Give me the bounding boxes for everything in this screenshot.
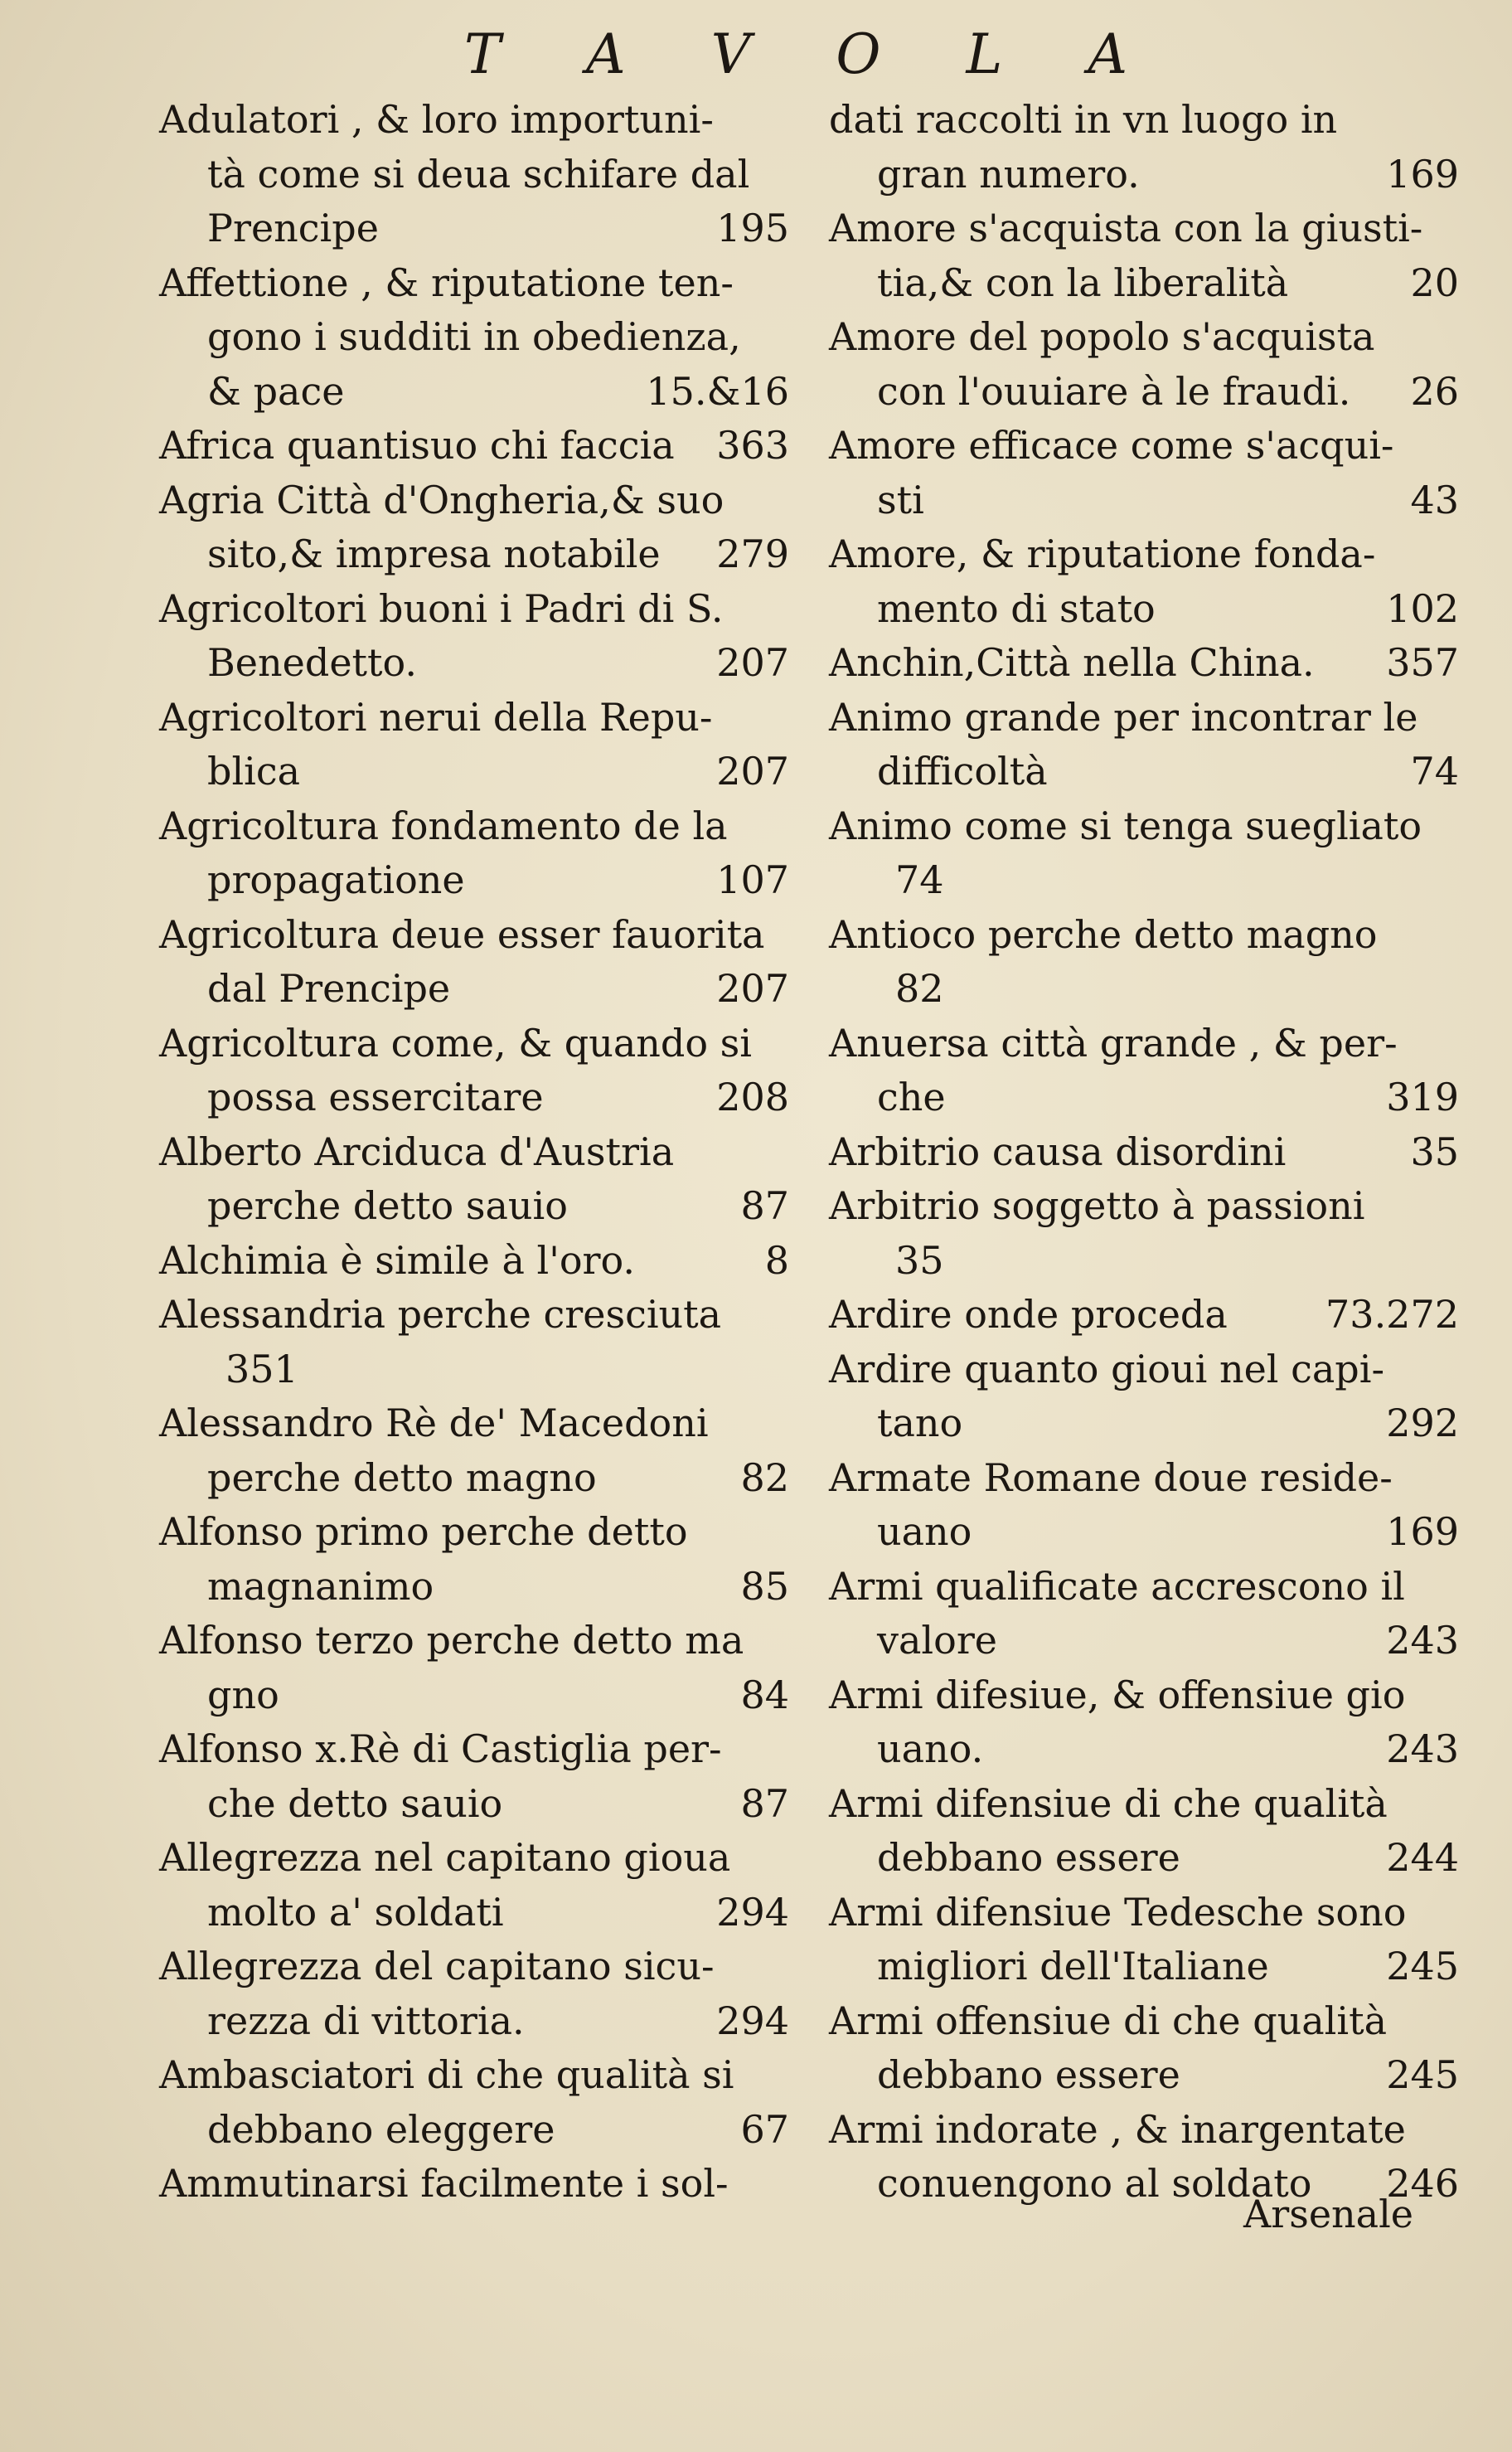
- entry-text: Anuersa città grande , & per-: [829, 1020, 1398, 1066]
- entry-text: Agricoltura fondamento de la: [159, 803, 728, 848]
- index-entry-line: [877, 365, 1459, 420]
- entry-text: Animo grande per incontrar le: [829, 694, 1418, 740]
- entry-text: propagatione: [207, 857, 465, 902]
- index-entry: [829, 527, 1459, 636]
- index-entry-line: [207, 365, 789, 420]
- index-entry-line: [159, 1288, 789, 1343]
- index-entry-line: [829, 1288, 1459, 1343]
- entry-text: Armi difensiue Tedesche sono: [829, 1889, 1407, 1935]
- entry-text: perche detto sauio: [207, 1183, 568, 1228]
- index-entry: [159, 1396, 789, 1505]
- entry-text: Armate Romane doue reside-: [829, 1454, 1393, 1500]
- page-reference: 357: [1386, 640, 1459, 685]
- page-reference: 87: [740, 1780, 789, 1826]
- entry-text: Prencipe: [207, 206, 379, 250]
- index-entry-line: [829, 2103, 1459, 2158]
- index-entry: [159, 1288, 789, 1396]
- entry-text: magnanimo: [207, 1563, 434, 1609]
- index-entry: [829, 419, 1459, 527]
- index-entry-line: [829, 1886, 1459, 1940]
- page-reference: 245: [1386, 1944, 1459, 1988]
- index-entry-line: [877, 582, 1459, 637]
- entry-text: gran numero.: [877, 151, 1140, 197]
- header-letter: L: [966, 22, 1003, 86]
- header-letter: A: [586, 22, 626, 86]
- page-reference: 8: [764, 1237, 789, 1283]
- entry-text: Africa quantisuo chi faccia: [159, 423, 675, 468]
- index-entry-line: [829, 799, 1459, 854]
- entry-text: Amore, & riputatione fonda-: [829, 532, 1376, 576]
- index-entry-line: [207, 636, 789, 691]
- entry-text: possa essercitare: [207, 1075, 544, 1119]
- entry-text: gono i sudditi in obedienza,: [207, 314, 741, 359]
- index-entry-line: [829, 1668, 1459, 1723]
- page-reference: 279: [716, 532, 789, 576]
- entry-text: Animo come si tenga suegliato: [829, 803, 1422, 848]
- index-entry: [159, 1831, 789, 1940]
- index-entry-line: [207, 527, 789, 582]
- index-entry-line: [877, 1722, 1459, 1777]
- index-entry-line: [895, 962, 1459, 1017]
- entry-text: Armi qualificate accrescono il: [829, 1563, 1405, 1609]
- entry-text: Alessandro Rè de' Macedoni: [159, 1401, 709, 1445]
- header-letter: V: [710, 22, 751, 86]
- index-entry-line: [159, 691, 789, 745]
- entry-text: Anchin,Città nella China.: [829, 640, 1315, 685]
- entry-text: Ardire onde proceda: [829, 1292, 1228, 1337]
- page-reference: 246: [1386, 2161, 1459, 2206]
- index-entry-line: [159, 1396, 789, 1451]
- entry-text: migliori dell'Italiane: [877, 1944, 1269, 1988]
- index-entry: [829, 1560, 1459, 1668]
- index-entry: [829, 908, 1459, 1017]
- index-entry-line: [207, 1071, 789, 1125]
- index-entry-line: [159, 1505, 789, 1560]
- page-reference: 292: [1386, 1401, 1459, 1445]
- page-reference: 82: [740, 1454, 789, 1500]
- page-reference: 294: [716, 1889, 789, 1935]
- index-entry-line: [877, 1505, 1459, 1560]
- index-entry-line: [829, 1343, 1459, 1397]
- index-entry: [159, 2157, 789, 2212]
- index-entry-line: [207, 2103, 789, 2158]
- index-entry-line: [829, 1017, 1459, 1071]
- index-entry: [829, 93, 1459, 202]
- index-entry-line: [877, 148, 1459, 202]
- index-entry-line: [207, 745, 789, 799]
- page-reference: 73.272: [1325, 1292, 1459, 1337]
- page-reference: 43: [1410, 477, 1459, 522]
- index-entry-line: [895, 853, 1459, 908]
- header-letter: T: [464, 22, 502, 86]
- page-reference: 26: [1410, 368, 1459, 414]
- index-entry-line: [829, 1179, 1459, 1234]
- page-reference: 82: [895, 966, 944, 1011]
- entry-text: Agricoltura come, & quando si: [159, 1020, 752, 1066]
- index-entry: [159, 1234, 789, 1289]
- entry-text: Amore del popolo s'acquista: [829, 314, 1375, 359]
- index-entry-line: [829, 1994, 1459, 2049]
- entry-text: Arbitrio causa disordini: [829, 1129, 1287, 1174]
- index-entry: [159, 1125, 789, 1234]
- index-entry-line: [159, 1940, 789, 1994]
- index-entry-line: [877, 1831, 1459, 1886]
- page-reference: 245: [1386, 2052, 1459, 2097]
- index-entry-line: [207, 1179, 789, 1234]
- index-entry-line: [159, 1831, 789, 1886]
- page-reference: 35: [1410, 1129, 1459, 1174]
- entry-text: conuengono al soldato: [877, 2161, 1312, 2206]
- index-entry: [159, 1505, 789, 1614]
- index-entry: [829, 1017, 1459, 1125]
- entry-text: Agricoltori buoni i Padri di S.: [159, 585, 724, 631]
- entry-text: debbano eleggere: [207, 2106, 555, 2152]
- index-entry-line: [159, 473, 789, 528]
- entry-text: sito,& impresa notabile: [207, 532, 661, 576]
- entry-text: Agricoltura deue esser fauorita: [159, 911, 765, 957]
- index-entry-line: [207, 310, 789, 365]
- index-entry: [159, 908, 789, 1017]
- entry-text: molto a' soldati: [207, 1889, 504, 1935]
- index-entry-line: [829, 93, 1459, 148]
- index-entry-line: [159, 1125, 789, 1180]
- index-entry: [159, 799, 789, 908]
- entry-text: Alberto Arciduca d'Austria: [159, 1129, 675, 1174]
- index-entry: [829, 1668, 1459, 1777]
- entry-text: tà come si deua schifare dal: [207, 151, 750, 197]
- index-entry-line: [159, 2157, 789, 2212]
- index-entry-line: [829, 1125, 1459, 1180]
- entry-text: Allegrezza nel capitano gioua: [159, 1835, 731, 1880]
- index-entry-line: [225, 1343, 789, 1397]
- entry-text: con l'ouuiare à le fraudi.: [877, 368, 1351, 414]
- entry-text: che detto sauio: [207, 1780, 503, 1826]
- entry-text: rezza di vittoria.: [207, 1998, 525, 2043]
- entry-text: tia,& con la liberalità: [877, 260, 1289, 305]
- index-entry: [829, 1125, 1459, 1180]
- entry-text: sti: [877, 477, 924, 522]
- index-entry: [829, 310, 1459, 419]
- index-column-left: [159, 93, 789, 2212]
- index-entry-line: [829, 636, 1459, 691]
- entry-text: Ammutinarsi facilmente i sol-: [159, 2161, 729, 2206]
- entry-text: Adulatori , & loro importuni-: [159, 97, 714, 142]
- index-entry: [829, 202, 1459, 310]
- entry-text: Alessandria perche cresciuta: [159, 1292, 722, 1337]
- index-entry: [159, 1614, 789, 1722]
- index-entry: [829, 691, 1459, 799]
- entry-text: Benedetto.: [207, 640, 418, 685]
- entry-text: Alfonso primo perche detto: [159, 1509, 688, 1554]
- index-entry-line: [829, 691, 1459, 745]
- page-reference: 294: [716, 1998, 789, 2043]
- entry-text: Ambasciatori di che qualità si: [159, 2052, 734, 2097]
- page-reference: 207: [716, 640, 789, 685]
- index-entry: [829, 799, 1459, 908]
- entry-text: Arbitrio soggetto à passioni: [829, 1183, 1365, 1228]
- index-entry-line: [877, 473, 1459, 528]
- index-entry-line: [159, 1614, 789, 1668]
- entry-text: Amore efficace come s'acqui-: [829, 423, 1394, 468]
- index-entry-line: [877, 1396, 1459, 1451]
- entry-text: mento di stato: [877, 585, 1156, 631]
- index-entry-line: [159, 2048, 789, 2103]
- index-entry-line: [829, 419, 1459, 473]
- page-reference: 351: [225, 1346, 298, 1391]
- entry-text: Armi offensiue di che qualità: [829, 1998, 1388, 2043]
- index-entry-line: [207, 1886, 789, 1940]
- index-entry: [829, 1288, 1459, 1343]
- page-reference: 35: [895, 1237, 944, 1283]
- index-entry-line: [207, 202, 789, 256]
- entry-text: perche detto magno: [207, 1454, 597, 1500]
- index-entry-line: [829, 310, 1459, 365]
- entry-text: & pace: [207, 368, 345, 414]
- index-entry-line: [877, 1940, 1459, 1994]
- entry-text: che: [877, 1075, 946, 1119]
- index-entry-line: [207, 853, 789, 908]
- index-entry: [159, 1940, 789, 2048]
- entry-text: Armi difesiue, & offensiue gio: [829, 1672, 1406, 1717]
- page-reference: 244: [1386, 1835, 1459, 1880]
- entry-text: Agricoltori nerui della Repu-: [159, 694, 713, 740]
- entry-text: debbano essere: [877, 1835, 1180, 1880]
- index-entry-line: [159, 799, 789, 854]
- index-entry-line: [829, 527, 1459, 582]
- index-entry-line: [207, 1668, 789, 1723]
- page-reference: 169: [1386, 1509, 1459, 1554]
- index-entry: [829, 636, 1459, 691]
- entry-text: Agria Città d'Ongheria,& suo: [159, 477, 724, 522]
- entry-text: uano.: [877, 1726, 984, 1771]
- index-entry-line: [829, 1560, 1459, 1614]
- index-entry: [829, 1994, 1459, 2103]
- index-entry: [829, 1343, 1459, 1451]
- index-entry-line: [159, 256, 789, 311]
- page-reference: 207: [716, 966, 789, 1011]
- page-reference: 15.&16: [646, 368, 789, 414]
- page-reference: 207: [716, 749, 789, 794]
- entry-text: difficoltà: [877, 749, 1048, 794]
- index-entry: [159, 419, 789, 473]
- index-entry: [159, 2048, 789, 2157]
- index-entry: [829, 1777, 1459, 1886]
- index-entry-line: [829, 1451, 1459, 1506]
- index-entry-line: [877, 2048, 1459, 2103]
- page-reference: 107: [716, 857, 789, 902]
- entry-text: Affettione , & riputatione ten-: [159, 260, 734, 305]
- index-entry-line: [207, 148, 789, 202]
- index-entry: [159, 1017, 789, 1125]
- index-entry-line: [207, 962, 789, 1017]
- index-entry-line: [829, 202, 1459, 256]
- index-entry-line: [159, 93, 789, 148]
- index-entry-line: [159, 419, 789, 473]
- page-reference: 67: [740, 2106, 789, 2152]
- page-reference: 74: [1410, 749, 1459, 794]
- entry-text: Antioco perche detto magno: [829, 911, 1378, 957]
- index-entry-line: [159, 1234, 789, 1289]
- index-entry-line: [877, 745, 1459, 799]
- entry-text: Allegrezza del capitano sicu-: [159, 1944, 715, 1988]
- index-entry: [829, 1886, 1459, 1994]
- catchword: Arsenale: [1243, 2192, 1414, 2236]
- page-reference: 208: [716, 1075, 789, 1119]
- index-entry-line: [159, 582, 789, 637]
- index-entry-line: [895, 1234, 1459, 1289]
- entry-text: blica: [207, 749, 301, 794]
- entry-text: Armi difensiue di che qualità: [829, 1780, 1388, 1826]
- entry-text: Armi indorate , & inargentate: [829, 2106, 1406, 2152]
- index-entry-line: [207, 1451, 789, 1506]
- index-entry: [829, 1179, 1459, 1288]
- index-entry: [159, 473, 789, 582]
- page-reference: 243: [1386, 1726, 1459, 1771]
- entry-text: gno: [207, 1672, 279, 1717]
- entry-text: Alfonso terzo perche detto ma: [159, 1618, 744, 1663]
- index-entry: [159, 1722, 789, 1831]
- entry-text: dal Prencipe: [207, 966, 451, 1011]
- page-reference: 74: [895, 857, 944, 902]
- index-entry-line: [159, 1722, 789, 1777]
- index-entry-line: [207, 1994, 789, 2049]
- entry-text: Alfonso x.Rè di Castiglia per-: [159, 1726, 722, 1771]
- entry-text: Amore s'acquista con la giusti-: [829, 206, 1423, 250]
- index-entry-line: [159, 908, 789, 963]
- header-letter: A: [1088, 22, 1127, 86]
- index-entry: [159, 256, 789, 420]
- index-entry: [159, 582, 789, 691]
- page-reference: 243: [1386, 1618, 1459, 1663]
- index-entry-line: [877, 256, 1459, 311]
- page-reference: 169: [1386, 151, 1459, 197]
- index-entry-line: [207, 1777, 789, 1832]
- page-reference: 87: [740, 1183, 789, 1228]
- index-column-right: [829, 93, 1459, 2212]
- index-entry-line: [207, 1560, 789, 1614]
- page-reference: 20: [1410, 260, 1459, 305]
- page-reference: 84: [740, 1672, 789, 1717]
- page-reference: 102: [1386, 585, 1459, 631]
- entry-text: debbano essere: [877, 2052, 1180, 2097]
- entry-text: tano: [877, 1401, 963, 1445]
- index-entry: [159, 93, 789, 256]
- index-entry: [159, 691, 789, 799]
- page-reference: 319: [1386, 1075, 1459, 1119]
- index-entry-line: [159, 1017, 789, 1071]
- entry-text: uano: [877, 1509, 972, 1554]
- index-entry-line: [829, 1777, 1459, 1832]
- index-entry-line: [829, 908, 1459, 963]
- page-reference: 85: [740, 1563, 789, 1609]
- entry-text: valore: [877, 1618, 998, 1663]
- entry-text: Alchimia è simile à l'oro.: [159, 1237, 636, 1283]
- page-reference: 195: [716, 206, 789, 250]
- index-entry-line: [877, 1071, 1459, 1125]
- header-letter: O: [836, 22, 881, 86]
- entry-text: Ardire quanto gioui nel capi-: [829, 1346, 1385, 1391]
- entry-text: dati raccolti in vn luogo in: [829, 97, 1338, 142]
- running-header: [464, 17, 1127, 91]
- index-entry-line: [877, 1614, 1459, 1668]
- index-entry: [829, 1451, 1459, 1560]
- page-reference: 363: [716, 423, 789, 468]
